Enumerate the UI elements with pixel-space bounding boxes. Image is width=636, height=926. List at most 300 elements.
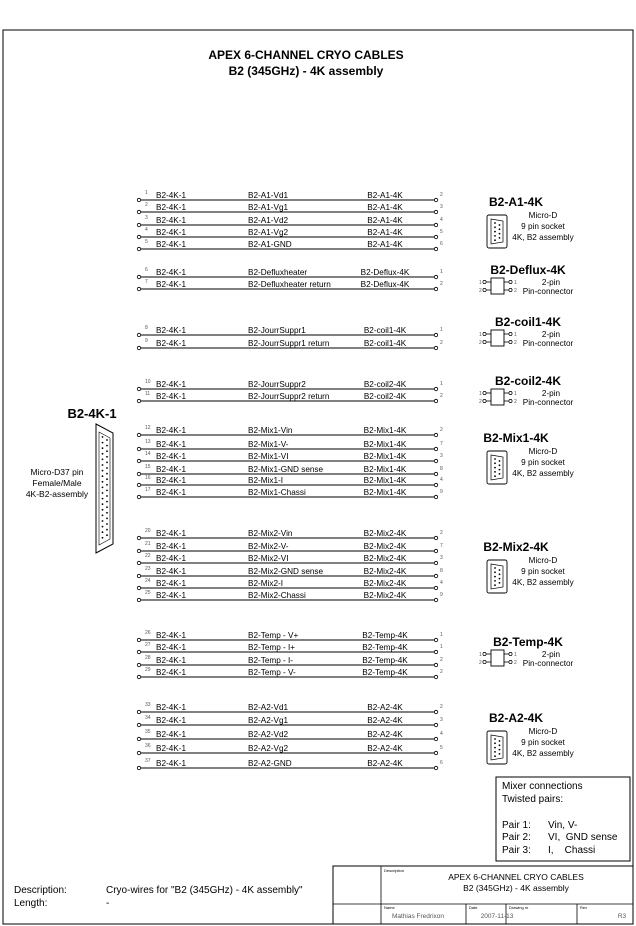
wire-from: B2-4K-1 bbox=[156, 759, 187, 768]
wire-to: B2-A2-4K bbox=[367, 730, 403, 739]
pin-dot bbox=[494, 742, 496, 744]
wire-end-right bbox=[434, 561, 437, 564]
wire-from: B2-4K-1 bbox=[156, 529, 187, 538]
tb-drawing-caption: Drawing nr bbox=[509, 905, 529, 910]
connector-desc: 9 pin socket bbox=[521, 738, 565, 747]
pin-dot bbox=[102, 453, 104, 455]
pin-number: 2 bbox=[479, 288, 482, 294]
wire-to: B2-Mix1-4K bbox=[363, 452, 407, 461]
pin-dot bbox=[102, 537, 104, 539]
wire-to: B2-Temp-4K bbox=[362, 631, 408, 640]
wire-end-right bbox=[434, 638, 437, 641]
wire-row bbox=[137, 379, 443, 391]
pin-dot bbox=[494, 239, 496, 241]
pin-dot bbox=[494, 222, 496, 224]
wire-pin-right: 1 bbox=[440, 381, 443, 387]
wire-end-left bbox=[137, 723, 140, 726]
pin-end bbox=[483, 399, 486, 402]
wire-end-left bbox=[137, 536, 140, 539]
connector-desc: Pin-connector bbox=[522, 339, 574, 348]
wire-end-right bbox=[434, 223, 437, 226]
wire-pin-left: 26 bbox=[145, 630, 151, 636]
wire-signal: B2-A2-Vd2 bbox=[248, 730, 289, 739]
pin-dot bbox=[106, 467, 108, 469]
wire-to: B2-coil1-4K bbox=[363, 326, 407, 335]
wire-signal: B2-A2-GND bbox=[248, 759, 292, 768]
wire-pin-left: 24 bbox=[145, 578, 151, 584]
wire-signal: B2-Defluxheater bbox=[248, 268, 308, 277]
footer-length-value: - bbox=[106, 898, 110, 909]
wire-from: B2-4K-1 bbox=[156, 703, 187, 712]
wire-end-left bbox=[137, 472, 140, 475]
wire-from: B2-4K-1 bbox=[156, 392, 187, 401]
pin-dot bbox=[102, 447, 104, 449]
pin-number: 2 bbox=[479, 340, 482, 346]
wire-pin-left: 12 bbox=[145, 425, 151, 431]
wire-from: B2-4K-1 bbox=[156, 668, 187, 677]
wire-from: B2-4K-1 bbox=[156, 228, 187, 237]
wire-end-left bbox=[137, 235, 140, 238]
wire-pin-left: 15 bbox=[145, 464, 151, 470]
wire-pin-left: 8 bbox=[145, 325, 148, 331]
mixer-pair-2-value: VI, GND sense bbox=[548, 832, 618, 843]
wire-from: B2-4K-1 bbox=[156, 579, 187, 588]
pin-dot bbox=[102, 464, 104, 466]
wire-signal: B2-Mix1-I bbox=[248, 476, 284, 485]
wire-end-left bbox=[137, 275, 140, 278]
wire-row bbox=[137, 215, 443, 227]
wire-row bbox=[137, 451, 443, 463]
mixer-note bbox=[496, 777, 630, 861]
wire-end-left bbox=[137, 675, 140, 678]
wire-from: B2-4K-1 bbox=[156, 339, 187, 348]
wire-row bbox=[137, 338, 443, 350]
pin-end bbox=[509, 652, 512, 655]
wire-signal: B2-Temp - I+ bbox=[248, 643, 296, 652]
connector-desc: 4K, B2 assembly bbox=[512, 578, 574, 587]
wire-signal: B2-Mix1-Vin bbox=[248, 426, 293, 435]
pin-dot bbox=[106, 534, 108, 536]
wire-pin-right: 4 bbox=[440, 477, 443, 483]
left-connector bbox=[26, 406, 117, 553]
wire-from: B2-4K-1 bbox=[156, 191, 187, 200]
wire-end-right bbox=[434, 650, 437, 653]
tb-name: Mathias Fredrixon bbox=[391, 913, 445, 920]
wire-from: B2-4K-1 bbox=[156, 240, 187, 249]
pin-dot bbox=[102, 515, 104, 517]
wire-from: B2-4K-1 bbox=[156, 716, 187, 725]
wire-to: B2-A1-4K bbox=[367, 228, 403, 237]
wire-row bbox=[137, 425, 443, 437]
wire-pin-left: 33 bbox=[145, 702, 151, 708]
pin-dot bbox=[494, 738, 496, 740]
mixer-note-title: Mixer connections bbox=[502, 781, 583, 792]
connector-b2-a2-4k bbox=[487, 711, 575, 764]
wire-pin-left: 13 bbox=[145, 439, 151, 445]
pin-dot bbox=[102, 442, 104, 444]
wire-signal: B2-Temp - I- bbox=[248, 656, 294, 665]
wire-end-right bbox=[434, 210, 437, 213]
pin-end bbox=[483, 660, 486, 663]
pin-dot bbox=[494, 458, 496, 460]
wire-pin-right: 4 bbox=[440, 580, 443, 586]
mixer-pair-1-label: Pair 1: bbox=[502, 820, 531, 831]
wire-to: B2-Mix2-4K bbox=[363, 554, 407, 563]
wire-signal: B2-JourrSuppr2 bbox=[248, 380, 306, 389]
pin-dot bbox=[494, 584, 496, 586]
wire-signal: B2-A2-Vg1 bbox=[248, 716, 289, 725]
wire-end-right bbox=[434, 549, 437, 552]
wire-to: B2-Mix2-4K bbox=[363, 591, 407, 600]
pin-end bbox=[483, 340, 486, 343]
wire-row bbox=[137, 391, 443, 403]
wire-from: B2-4K-1 bbox=[156, 440, 187, 449]
wire-signal: B2-Mix1-VI bbox=[248, 452, 289, 461]
connector-desc: 4K, B2 assembly bbox=[512, 233, 574, 242]
pin-dot bbox=[499, 460, 501, 462]
wire-pin-left: 20 bbox=[145, 528, 151, 534]
pin-dot bbox=[499, 469, 501, 471]
pin-number: 2 bbox=[514, 288, 517, 294]
wire-row bbox=[137, 239, 443, 251]
wire-pin-left: 5 bbox=[145, 239, 148, 245]
pin-end bbox=[509, 288, 512, 291]
pin-dot bbox=[494, 580, 496, 582]
wire-end-left bbox=[137, 586, 140, 589]
pin-dot bbox=[102, 520, 104, 522]
pin-connector-icon bbox=[491, 389, 504, 405]
footer-description-value: Cryo-wires for "B2 (345GHz) - 4K assembly" bbox=[106, 885, 303, 896]
wire-pin-left: 1 bbox=[145, 190, 148, 196]
wire-row bbox=[137, 190, 443, 202]
pin-dot bbox=[494, 567, 496, 569]
wire-pin-right: 4 bbox=[440, 217, 443, 223]
pin-dot bbox=[102, 531, 104, 533]
wire-end-right bbox=[434, 737, 437, 740]
wire-pin-right: 2 bbox=[440, 657, 443, 663]
footer-description-label: Description: bbox=[14, 885, 67, 896]
wire-end-left bbox=[137, 766, 140, 769]
connector-desc: 2-pin bbox=[541, 330, 561, 339]
wire-row bbox=[137, 743, 443, 755]
pin-dot bbox=[102, 503, 104, 505]
pin-dot bbox=[499, 740, 501, 742]
pin-dot bbox=[494, 471, 496, 473]
pin-dot bbox=[102, 498, 104, 500]
left-connector-name: B2-4K-1 bbox=[67, 406, 117, 421]
connector-name: B2-coil1-4K bbox=[494, 315, 562, 329]
wire-pin-right: 1 bbox=[440, 269, 443, 275]
wire-signal: B2-Defluxheater return bbox=[248, 280, 331, 289]
wire-to: B2-Deflux-4K bbox=[360, 268, 410, 277]
wire-from: B2-4K-1 bbox=[156, 554, 187, 563]
wire-end-left bbox=[137, 598, 140, 601]
wire-from: B2-4K-1 bbox=[156, 643, 187, 652]
wire-to: B2-Mix1-4K bbox=[363, 426, 407, 435]
connector-desc: Micro-D bbox=[528, 727, 558, 736]
wire-end-right bbox=[434, 586, 437, 589]
wire-to: B2-Mix2-4K bbox=[363, 579, 407, 588]
wire-pin-left: 6 bbox=[145, 267, 148, 273]
pin-dot bbox=[106, 506, 108, 508]
pin-dot bbox=[499, 573, 501, 575]
connector-name: B2-Mix1-4K bbox=[483, 431, 549, 445]
wire-end-right bbox=[434, 766, 437, 769]
wire-pin-right: 5 bbox=[440, 229, 443, 235]
pin-dot bbox=[106, 478, 108, 480]
wire-pin-left: 14 bbox=[145, 451, 151, 457]
pin-dot bbox=[106, 462, 108, 464]
wire-signal: B2-Mix1-Chassi bbox=[248, 488, 306, 497]
wire-pin-left: 34 bbox=[145, 715, 151, 721]
connector-desc: Pin-connector bbox=[522, 659, 574, 668]
wire-pin-left: 9 bbox=[145, 338, 148, 344]
pin-dot bbox=[499, 749, 501, 751]
wire-list bbox=[137, 190, 443, 770]
wire-end-right bbox=[434, 710, 437, 713]
pin-connector-icon bbox=[491, 278, 504, 294]
connector-desc: 9 pin socket bbox=[521, 458, 565, 467]
pin-connector-icon bbox=[491, 650, 504, 666]
wire-pin-left: 35 bbox=[145, 729, 151, 735]
connector-list bbox=[479, 195, 575, 764]
wire-from: B2-4K-1 bbox=[156, 465, 187, 474]
wire-row bbox=[137, 528, 443, 540]
wire-signal: B2-JourrSuppr1 bbox=[248, 326, 306, 335]
wire-pin-left: 36 bbox=[145, 743, 151, 749]
wire-to: B2-Mix1-4K bbox=[363, 476, 407, 485]
wire-to: B2-Mix1-4K bbox=[363, 488, 407, 497]
wire-signal: B2-A2-Vg2 bbox=[248, 744, 289, 753]
wire-row bbox=[137, 202, 443, 214]
connector-b2-a1-4k bbox=[487, 195, 575, 248]
wire-signal: B2-A1-Vg2 bbox=[248, 228, 289, 237]
wire-pin-left: 25 bbox=[145, 590, 151, 596]
wire-row bbox=[137, 667, 443, 679]
connector-desc: 4K, B2 assembly bbox=[512, 749, 574, 758]
pin-dot bbox=[102, 459, 104, 461]
pin-dot bbox=[102, 487, 104, 489]
wire-pin-right: 3 bbox=[440, 453, 443, 459]
wire-to: B2-A1-4K bbox=[367, 216, 403, 225]
wire-end-left bbox=[137, 483, 140, 486]
wire-signal: B2-A2-Vd1 bbox=[248, 703, 289, 712]
pin-dot bbox=[102, 509, 104, 511]
wire-row bbox=[137, 566, 443, 578]
pin-number: 1 bbox=[514, 280, 517, 286]
wire-from: B2-4K-1 bbox=[156, 426, 187, 435]
mixer-pair-3-label: Pair 3: bbox=[502, 845, 531, 856]
wire-pin-right: 6 bbox=[440, 760, 443, 766]
wire-to: B2-Deflux-4K bbox=[360, 280, 410, 289]
pin-dot bbox=[106, 529, 108, 531]
pin-dot bbox=[499, 753, 501, 755]
pin-number: 1 bbox=[479, 652, 482, 658]
wire-to: B2-coil2-4K bbox=[363, 392, 407, 401]
wire-signal: B2-Mix1-V- bbox=[248, 440, 289, 449]
title-block bbox=[333, 866, 633, 924]
wire-end-left bbox=[137, 247, 140, 250]
wire-from: B2-4K-1 bbox=[156, 326, 187, 335]
pin-dot bbox=[499, 233, 501, 235]
wire-end-left bbox=[137, 574, 140, 577]
pin-dot bbox=[494, 226, 496, 228]
wire-to: B2-Temp-4K bbox=[362, 643, 408, 652]
title-line-2: B2 (345GHz) - 4K assembly bbox=[228, 64, 384, 78]
pin-dot bbox=[499, 237, 501, 239]
wire-pin-right: 1 bbox=[440, 327, 443, 333]
wire-end-left bbox=[137, 198, 140, 201]
wire-end-right bbox=[434, 574, 437, 577]
pin-dot bbox=[499, 473, 501, 475]
tb-title-line-1: APEX 6-CHANNEL CRYO CABLES bbox=[448, 872, 584, 882]
wire-end-right bbox=[434, 247, 437, 250]
pin-dot bbox=[106, 439, 108, 441]
connector-name: B2-Deflux-4K bbox=[490, 263, 566, 277]
wire-to: B2-A2-4K bbox=[367, 703, 403, 712]
micro-d37-shell-icon bbox=[96, 424, 113, 553]
wire-row bbox=[137, 325, 443, 337]
wire-from: B2-4K-1 bbox=[156, 452, 187, 461]
wire-signal: B2-Temp - V+ bbox=[248, 631, 299, 640]
wire-end-right bbox=[434, 598, 437, 601]
wire-pin-right: 2 bbox=[440, 704, 443, 710]
connector-desc: 4K, B2 assembly bbox=[512, 469, 574, 478]
pin-dot bbox=[106, 523, 108, 525]
wire-signal: B2-Mix2-VI bbox=[248, 554, 289, 563]
wire-to: B2-Temp-4K bbox=[362, 656, 408, 665]
pin-number: 2 bbox=[479, 660, 482, 666]
wire-end-right bbox=[434, 536, 437, 539]
wire-row bbox=[137, 487, 443, 499]
connector-b2-temp-4k bbox=[479, 635, 574, 668]
pin-dot bbox=[102, 526, 104, 528]
wire-signal: B2-A1-GND bbox=[248, 240, 292, 249]
wire-pin-right: 7 bbox=[440, 441, 443, 447]
wire-to: B2-A1-4K bbox=[367, 203, 403, 212]
pin-dot bbox=[494, 755, 496, 757]
wire-to: B2-Mix1-4K bbox=[363, 440, 407, 449]
wire-pin-left: 37 bbox=[145, 758, 151, 764]
wire-end-right bbox=[434, 275, 437, 278]
connector-desc: 9 pin socket bbox=[521, 222, 565, 231]
wire-end-right bbox=[434, 663, 437, 666]
wire-row bbox=[137, 758, 443, 770]
connector-name: B2-Temp-4K bbox=[493, 635, 563, 649]
pin-dot bbox=[494, 576, 496, 578]
wire-to: B2-coil2-4K bbox=[363, 380, 407, 389]
pin-dot bbox=[499, 224, 501, 226]
pin-dot bbox=[494, 747, 496, 749]
pin-number: 2 bbox=[479, 399, 482, 405]
wire-end-right bbox=[434, 333, 437, 336]
pin-number: 2 bbox=[514, 660, 517, 666]
wire-end-left bbox=[137, 459, 140, 462]
wire-pin-left: 4 bbox=[145, 227, 148, 233]
wire-pin-right: 3 bbox=[440, 204, 443, 210]
wire-end-left bbox=[137, 638, 140, 641]
tb-rev: R3 bbox=[617, 913, 627, 920]
wire-signal: B2-Mix1-GND sense bbox=[248, 465, 324, 474]
wire-end-left bbox=[137, 495, 140, 498]
wire-row bbox=[137, 267, 443, 279]
wire-end-right bbox=[434, 235, 437, 238]
wire-end-left bbox=[137, 333, 140, 336]
wire-signal: B2-JourrSuppr2 return bbox=[248, 392, 330, 401]
wire-pin-left: 2 bbox=[145, 202, 148, 208]
wire-end-left bbox=[137, 737, 140, 740]
left-connector-desc-1: Micro-D37 pin bbox=[30, 467, 84, 477]
wire-from: B2-4K-1 bbox=[156, 476, 187, 485]
wire-pin-right: 2 bbox=[440, 427, 443, 433]
wire-end-right bbox=[434, 495, 437, 498]
footer-length-label: Length: bbox=[14, 898, 48, 909]
wire-row bbox=[137, 439, 443, 451]
pin-number: 1 bbox=[479, 280, 482, 286]
connector-b2-mix2-4k bbox=[483, 540, 574, 593]
wire-pin-right: 1 bbox=[440, 644, 443, 650]
wire-pin-right: 2 bbox=[440, 393, 443, 399]
wire-end-left bbox=[137, 650, 140, 653]
pin-end bbox=[509, 399, 512, 402]
wire-row bbox=[137, 578, 443, 590]
tb-name-caption: Name bbox=[384, 905, 395, 910]
wire-end-left bbox=[137, 549, 140, 552]
pin-end bbox=[483, 288, 486, 291]
wire-from: B2-4K-1 bbox=[156, 744, 187, 753]
wire-pin-right: 2 bbox=[440, 192, 443, 198]
wire-to: B2-Mix2-4K bbox=[363, 567, 407, 576]
pin-connector-icon bbox=[491, 330, 504, 346]
wire-pin-left: 28 bbox=[145, 655, 151, 661]
wire-pin-right: 3 bbox=[440, 555, 443, 561]
wire-row bbox=[137, 655, 443, 667]
pin-number: 1 bbox=[479, 332, 482, 338]
wire-pin-left: 3 bbox=[145, 215, 148, 221]
wire-signal: B2-JourrSuppr1 return bbox=[248, 339, 330, 348]
connector-b2-coil2-4k bbox=[479, 374, 574, 407]
wire-row bbox=[137, 642, 443, 654]
wire-end-right bbox=[434, 447, 437, 450]
wire-signal: B2-Mix2-V- bbox=[248, 542, 289, 551]
pin-dot bbox=[102, 492, 104, 494]
wire-row bbox=[137, 702, 443, 714]
wire-pin-left: 29 bbox=[145, 667, 151, 673]
wire-end-right bbox=[434, 723, 437, 726]
wire-end-right bbox=[434, 399, 437, 402]
wire-end-left bbox=[137, 433, 140, 436]
wire-to: B2-coil1-4K bbox=[363, 339, 407, 348]
wire-pin-left: 16 bbox=[145, 475, 151, 481]
wire-row bbox=[137, 630, 443, 642]
pin-dot bbox=[106, 501, 108, 503]
wire-pin-right: 9 bbox=[440, 489, 443, 495]
tb-date: 2007-11-13 bbox=[480, 913, 514, 920]
tb-date-caption: Date bbox=[469, 905, 478, 910]
wire-signal: B2-A1-Vg1 bbox=[248, 203, 289, 212]
wire-pin-right: 5 bbox=[440, 745, 443, 751]
wire-pin-left: 21 bbox=[145, 541, 151, 547]
pin-dot bbox=[106, 473, 108, 475]
wire-end-right bbox=[434, 287, 437, 290]
pin-dot bbox=[499, 744, 501, 746]
wire-from: B2-4K-1 bbox=[156, 591, 187, 600]
mixer-pair-1-value: Vin, V- bbox=[548, 820, 578, 831]
pin-end bbox=[483, 652, 486, 655]
left-connector-desc-2: Female/Male bbox=[32, 478, 82, 488]
wire-to: B2-Mix2-4K bbox=[363, 542, 407, 551]
connector-desc: Micro-D bbox=[528, 211, 558, 220]
